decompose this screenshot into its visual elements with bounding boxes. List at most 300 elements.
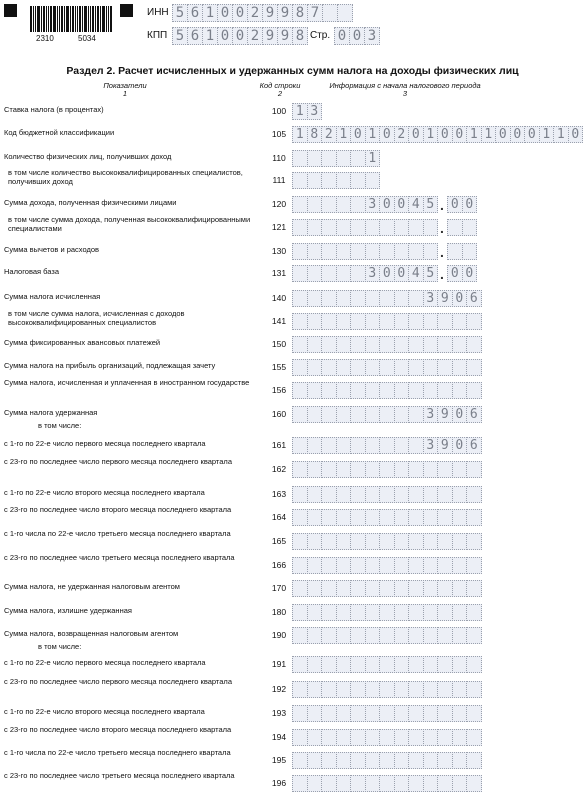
digit-cell[interactable] xyxy=(462,243,478,260)
digit-cell[interactable]: 1 xyxy=(365,150,381,167)
digit-cell[interactable] xyxy=(394,243,410,260)
digit-cell[interactable] xyxy=(394,336,410,353)
digit-cell[interactable] xyxy=(365,172,381,189)
digit-cell[interactable] xyxy=(466,486,482,503)
digit-cell[interactable] xyxy=(466,681,482,698)
digit-cell[interactable] xyxy=(379,705,395,722)
digit-cell[interactable] xyxy=(379,580,395,597)
value-field[interactable] xyxy=(292,219,476,236)
digit-cell[interactable] xyxy=(423,359,439,376)
digit-cell[interactable] xyxy=(350,172,366,189)
digit-cell[interactable]: 0 xyxy=(462,196,478,213)
digit-cell[interactable] xyxy=(321,705,337,722)
digit-cell[interactable] xyxy=(452,313,468,330)
digit-cell[interactable] xyxy=(307,150,323,167)
digit-cell[interactable] xyxy=(452,604,468,621)
value-field[interactable] xyxy=(292,681,481,698)
value-field[interactable] xyxy=(292,313,481,330)
digit-cell[interactable] xyxy=(466,775,482,792)
digit-cell[interactable] xyxy=(394,656,410,673)
value-field[interactable] xyxy=(292,486,481,503)
value-field[interactable] xyxy=(292,509,481,526)
digit-cell[interactable]: 2 xyxy=(394,126,410,143)
digit-cell[interactable] xyxy=(408,359,424,376)
digit-cell[interactable] xyxy=(350,627,366,644)
digit-cell[interactable] xyxy=(307,313,323,330)
value-field[interactable] xyxy=(292,359,481,376)
digit-cell[interactable] xyxy=(379,729,395,746)
digit-cell[interactable] xyxy=(437,359,453,376)
digit-cell[interactable] xyxy=(292,486,308,503)
value-field[interactable] xyxy=(292,775,481,792)
digit-cell[interactable] xyxy=(423,656,439,673)
digit-cell[interactable] xyxy=(336,681,352,698)
digit-cell[interactable] xyxy=(336,729,352,746)
digit-cell[interactable]: 9 xyxy=(262,4,278,22)
digit-cell[interactable] xyxy=(447,243,463,260)
digit-cell[interactable] xyxy=(365,627,381,644)
digit-cell[interactable]: 1 xyxy=(336,126,352,143)
digit-cell[interactable] xyxy=(292,729,308,746)
digit-cell[interactable]: 6 xyxy=(466,406,482,423)
digit-cell[interactable] xyxy=(292,533,308,550)
digit-cell[interactable] xyxy=(307,729,323,746)
digit-cell[interactable] xyxy=(321,533,337,550)
value-field[interactable] xyxy=(292,103,321,120)
digit-cell[interactable] xyxy=(437,382,453,399)
digit-cell[interactable] xyxy=(292,243,308,260)
digit-cell[interactable] xyxy=(452,752,468,769)
digit-cell[interactable] xyxy=(394,461,410,478)
digit-cell[interactable] xyxy=(336,313,352,330)
digit-cell[interactable] xyxy=(350,775,366,792)
digit-cell[interactable] xyxy=(452,486,468,503)
digit-cell[interactable] xyxy=(423,313,439,330)
digit-cell[interactable] xyxy=(466,729,482,746)
page-number-field[interactable] xyxy=(334,27,379,45)
digit-cell[interactable]: 2 xyxy=(247,4,263,22)
digit-cell[interactable] xyxy=(379,486,395,503)
digit-cell[interactable] xyxy=(365,705,381,722)
digit-cell[interactable] xyxy=(423,336,439,353)
digit-cell[interactable] xyxy=(321,604,337,621)
digit-cell[interactable]: 9 xyxy=(277,27,293,45)
digit-cell[interactable] xyxy=(452,461,468,478)
digit-cell[interactable] xyxy=(336,557,352,574)
digit-cell[interactable] xyxy=(321,509,337,526)
digit-cell[interactable] xyxy=(350,382,366,399)
digit-cell[interactable]: 1 xyxy=(292,103,308,120)
inn-field[interactable] xyxy=(172,4,352,22)
digit-cell[interactable] xyxy=(350,219,366,236)
digit-cell[interactable]: 0 xyxy=(217,27,233,45)
digit-cell[interactable] xyxy=(466,580,482,597)
digit-cell[interactable] xyxy=(321,437,337,454)
digit-cell[interactable] xyxy=(452,359,468,376)
digit-cell[interactable] xyxy=(408,336,424,353)
digit-cell[interactable]: 3 xyxy=(365,265,381,282)
digit-cell[interactable] xyxy=(365,656,381,673)
digit-cell[interactable] xyxy=(336,406,352,423)
digit-cell[interactable]: 1 xyxy=(202,27,218,45)
digit-cell[interactable]: 0 xyxy=(379,126,395,143)
digit-cell[interactable] xyxy=(292,557,308,574)
digit-cell[interactable] xyxy=(365,313,381,330)
digit-cell[interactable] xyxy=(423,461,439,478)
digit-cell[interactable] xyxy=(408,509,424,526)
digit-cell[interactable] xyxy=(292,681,308,698)
digit-cell[interactable] xyxy=(462,219,478,236)
digit-cell[interactable] xyxy=(408,437,424,454)
digit-cell[interactable] xyxy=(379,775,395,792)
digit-cell[interactable]: 5 xyxy=(423,196,439,213)
digit-cell[interactable] xyxy=(423,509,439,526)
digit-cell[interactable] xyxy=(437,336,453,353)
digit-cell[interactable] xyxy=(394,604,410,621)
digit-cell[interactable] xyxy=(307,486,323,503)
digit-cell[interactable] xyxy=(423,705,439,722)
digit-cell[interactable] xyxy=(379,359,395,376)
digit-cell[interactable]: 1 xyxy=(292,126,308,143)
digit-cell[interactable] xyxy=(336,752,352,769)
digit-cell[interactable] xyxy=(336,265,352,282)
digit-cell[interactable]: 0 xyxy=(452,437,468,454)
digit-cell[interactable] xyxy=(321,382,337,399)
digit-cell[interactable] xyxy=(365,681,381,698)
digit-cell[interactable] xyxy=(350,681,366,698)
digit-cell[interactable] xyxy=(336,775,352,792)
digit-cell[interactable] xyxy=(394,290,410,307)
value-field[interactable] xyxy=(292,461,481,478)
digit-cell[interactable] xyxy=(466,705,482,722)
digit-cell[interactable] xyxy=(292,604,308,621)
digit-cell[interactable] xyxy=(394,437,410,454)
digit-cell[interactable] xyxy=(321,359,337,376)
value-field[interactable] xyxy=(292,729,481,746)
digit-cell[interactable] xyxy=(379,290,395,307)
digit-cell[interactable] xyxy=(321,729,337,746)
digit-cell[interactable] xyxy=(466,461,482,478)
digit-cell[interactable] xyxy=(408,775,424,792)
digit-cell[interactable] xyxy=(292,656,308,673)
digit-cell[interactable]: 3 xyxy=(307,103,323,120)
digit-cell[interactable] xyxy=(408,461,424,478)
digit-cell[interactable] xyxy=(350,752,366,769)
digit-cell[interactable]: 1 xyxy=(481,126,497,143)
digit-cell[interactable] xyxy=(292,313,308,330)
digit-cell[interactable] xyxy=(321,656,337,673)
digit-cell[interactable] xyxy=(452,705,468,722)
digit-cell[interactable]: 0 xyxy=(394,196,410,213)
digit-cell[interactable] xyxy=(437,313,453,330)
value-field[interactable] xyxy=(292,627,481,644)
digit-cell[interactable] xyxy=(307,406,323,423)
digit-cell[interactable] xyxy=(423,382,439,399)
digit-cell[interactable]: 9 xyxy=(437,437,453,454)
digit-cell[interactable]: 0 xyxy=(379,196,395,213)
digit-cell[interactable] xyxy=(321,627,337,644)
digit-cell[interactable] xyxy=(394,359,410,376)
digit-cell[interactable] xyxy=(350,604,366,621)
digit-cell[interactable] xyxy=(321,461,337,478)
digit-cell[interactable]: 3 xyxy=(423,290,439,307)
digit-cell[interactable] xyxy=(365,336,381,353)
value-field[interactable] xyxy=(292,150,379,167)
digit-cell[interactable] xyxy=(307,265,323,282)
digit-cell[interactable]: 1 xyxy=(466,126,482,143)
digit-cell[interactable] xyxy=(437,604,453,621)
digit-cell[interactable] xyxy=(336,172,352,189)
digit-cell[interactable] xyxy=(307,752,323,769)
digit-cell[interactable] xyxy=(350,359,366,376)
digit-cell[interactable] xyxy=(307,509,323,526)
digit-cell[interactable] xyxy=(292,775,308,792)
digit-cell[interactable] xyxy=(307,382,323,399)
digit-cell[interactable] xyxy=(336,580,352,597)
digit-cell[interactable] xyxy=(394,627,410,644)
digit-cell[interactable] xyxy=(394,705,410,722)
digit-cell[interactable]: 0 xyxy=(524,126,540,143)
digit-cell[interactable] xyxy=(336,243,352,260)
digit-cell[interactable] xyxy=(307,604,323,621)
digit-cell[interactable] xyxy=(408,604,424,621)
value-field[interactable] xyxy=(292,243,476,260)
digit-cell[interactable]: 0 xyxy=(452,126,468,143)
digit-cell[interactable] xyxy=(292,172,308,189)
digit-cell[interactable] xyxy=(350,313,366,330)
digit-cell[interactable] xyxy=(292,290,308,307)
digit-cell[interactable] xyxy=(292,150,308,167)
digit-cell[interactable] xyxy=(321,172,337,189)
value-field[interactable] xyxy=(292,656,481,673)
digit-cell[interactable] xyxy=(336,533,352,550)
digit-cell[interactable] xyxy=(437,627,453,644)
digit-cell[interactable] xyxy=(423,580,439,597)
digit-cell[interactable]: 6 xyxy=(187,4,203,22)
digit-cell[interactable]: 0 xyxy=(349,27,365,45)
digit-cell[interactable] xyxy=(350,265,366,282)
digit-cell[interactable] xyxy=(466,359,482,376)
digit-cell[interactable] xyxy=(408,219,424,236)
digit-cell[interactable]: 0 xyxy=(568,126,584,143)
digit-cell[interactable] xyxy=(365,486,381,503)
digit-cell[interactable] xyxy=(321,580,337,597)
digit-cell[interactable] xyxy=(408,243,424,260)
digit-cell[interactable] xyxy=(379,656,395,673)
digit-cell[interactable] xyxy=(408,656,424,673)
digit-cell[interactable] xyxy=(423,533,439,550)
digit-cell[interactable] xyxy=(408,533,424,550)
value-field[interactable] xyxy=(292,196,476,213)
digit-cell[interactable] xyxy=(321,290,337,307)
digit-cell[interactable]: 5 xyxy=(423,265,439,282)
digit-cell[interactable] xyxy=(292,627,308,644)
digit-cell[interactable] xyxy=(307,172,323,189)
digit-cell[interactable] xyxy=(350,243,366,260)
digit-cell[interactable] xyxy=(408,557,424,574)
digit-cell[interactable] xyxy=(408,705,424,722)
digit-cell[interactable]: 1 xyxy=(202,4,218,22)
digit-cell[interactable] xyxy=(321,557,337,574)
digit-cell[interactable] xyxy=(336,604,352,621)
digit-cell[interactable] xyxy=(379,243,395,260)
digit-cell[interactable] xyxy=(379,461,395,478)
digit-cell[interactable] xyxy=(336,705,352,722)
digit-cell[interactable] xyxy=(365,290,381,307)
digit-cell[interactable]: 0 xyxy=(379,265,395,282)
digit-cell[interactable] xyxy=(336,150,352,167)
value-field[interactable] xyxy=(292,604,481,621)
digit-cell[interactable]: 9 xyxy=(437,290,453,307)
digit-cell[interactable] xyxy=(466,656,482,673)
digit-cell[interactable] xyxy=(379,313,395,330)
digit-cell[interactable]: 3 xyxy=(365,196,381,213)
digit-cell[interactable] xyxy=(336,486,352,503)
digit-cell[interactable] xyxy=(292,219,308,236)
digit-cell[interactable] xyxy=(408,486,424,503)
digit-cell[interactable] xyxy=(466,557,482,574)
digit-cell[interactable] xyxy=(466,627,482,644)
digit-cell[interactable] xyxy=(379,533,395,550)
digit-cell[interactable] xyxy=(437,486,453,503)
digit-cell[interactable] xyxy=(321,219,337,236)
digit-cell[interactable] xyxy=(437,580,453,597)
digit-cell[interactable] xyxy=(423,775,439,792)
digit-cell[interactable] xyxy=(350,150,366,167)
digit-cell[interactable] xyxy=(452,681,468,698)
digit-cell[interactable] xyxy=(394,406,410,423)
digit-cell[interactable] xyxy=(452,382,468,399)
digit-cell[interactable] xyxy=(423,243,439,260)
digit-cell[interactable]: 1 xyxy=(553,126,569,143)
digit-cell[interactable] xyxy=(307,461,323,478)
digit-cell[interactable] xyxy=(365,580,381,597)
digit-cell[interactable] xyxy=(394,681,410,698)
digit-cell[interactable] xyxy=(307,627,323,644)
digit-cell[interactable] xyxy=(336,196,352,213)
digit-cell[interactable] xyxy=(365,752,381,769)
digit-cell[interactable] xyxy=(307,219,323,236)
digit-cell[interactable]: 4 xyxy=(408,265,424,282)
digit-cell[interactable] xyxy=(336,219,352,236)
digit-cell[interactable] xyxy=(437,705,453,722)
digit-cell[interactable] xyxy=(336,382,352,399)
digit-cell[interactable]: 0 xyxy=(452,406,468,423)
digit-cell[interactable]: 1 xyxy=(423,126,439,143)
digit-cell[interactable] xyxy=(307,359,323,376)
digit-cell[interactable] xyxy=(365,557,381,574)
digit-cell[interactable] xyxy=(452,580,468,597)
digit-cell[interactable]: 9 xyxy=(262,27,278,45)
digit-cell[interactable]: 0 xyxy=(334,27,350,45)
digit-cell[interactable] xyxy=(379,382,395,399)
digit-cell[interactable] xyxy=(350,580,366,597)
digit-cell[interactable] xyxy=(336,627,352,644)
digit-cell[interactable] xyxy=(321,265,337,282)
digit-cell[interactable] xyxy=(365,509,381,526)
digit-cell[interactable]: 5 xyxy=(172,27,188,45)
digit-cell[interactable] xyxy=(379,406,395,423)
digit-cell[interactable]: 0 xyxy=(437,126,453,143)
digit-cell[interactable] xyxy=(350,196,366,213)
digit-cell[interactable]: 0 xyxy=(232,4,248,22)
digit-cell[interactable] xyxy=(447,219,463,236)
value-field[interactable] xyxy=(292,580,481,597)
digit-cell[interactable]: 0 xyxy=(447,265,463,282)
digit-cell[interactable] xyxy=(394,752,410,769)
digit-cell[interactable]: 9 xyxy=(277,4,293,22)
digit-cell[interactable] xyxy=(437,557,453,574)
digit-cell[interactable] xyxy=(379,604,395,621)
digit-cell[interactable] xyxy=(307,580,323,597)
digit-cell[interactable] xyxy=(437,461,453,478)
digit-cell[interactable] xyxy=(466,313,482,330)
digit-cell[interactable]: 5 xyxy=(172,4,188,22)
digit-cell[interactable] xyxy=(408,580,424,597)
digit-cell[interactable] xyxy=(466,509,482,526)
digit-cell[interactable] xyxy=(379,557,395,574)
digit-cell[interactable] xyxy=(466,604,482,621)
digit-cell[interactable] xyxy=(321,243,337,260)
digit-cell[interactable] xyxy=(292,752,308,769)
digit-cell[interactable] xyxy=(321,313,337,330)
digit-cell[interactable]: 8 xyxy=(292,27,308,45)
digit-cell[interactable] xyxy=(307,336,323,353)
digit-cell[interactable] xyxy=(423,219,439,236)
digit-cell[interactable] xyxy=(423,752,439,769)
digit-cell[interactable]: 0 xyxy=(452,290,468,307)
digit-cell[interactable] xyxy=(394,219,410,236)
digit-cell[interactable] xyxy=(350,406,366,423)
digit-cell[interactable] xyxy=(365,604,381,621)
digit-cell[interactable] xyxy=(307,656,323,673)
kpp-field[interactable] xyxy=(172,27,307,45)
digit-cell[interactable]: 8 xyxy=(292,4,308,22)
digit-cell[interactable] xyxy=(379,219,395,236)
digit-cell[interactable]: 0 xyxy=(510,126,526,143)
digit-cell[interactable] xyxy=(452,729,468,746)
digit-cell[interactable] xyxy=(394,775,410,792)
digit-cell[interactable] xyxy=(379,437,395,454)
digit-cell[interactable] xyxy=(394,509,410,526)
digit-cell[interactable] xyxy=(350,533,366,550)
digit-cell[interactable] xyxy=(321,752,337,769)
value-field[interactable] xyxy=(292,557,481,574)
value-field[interactable] xyxy=(292,290,481,307)
digit-cell[interactable] xyxy=(379,509,395,526)
digit-cell[interactable] xyxy=(292,461,308,478)
digit-cell[interactable]: 0 xyxy=(447,196,463,213)
digit-cell[interactable] xyxy=(437,729,453,746)
digit-cell[interactable] xyxy=(292,265,308,282)
value-field[interactable] xyxy=(292,752,481,769)
digit-cell[interactable] xyxy=(408,729,424,746)
value-field[interactable] xyxy=(292,382,481,399)
digit-cell[interactable] xyxy=(423,486,439,503)
digit-cell[interactable] xyxy=(292,359,308,376)
digit-cell[interactable] xyxy=(350,336,366,353)
digit-cell[interactable] xyxy=(466,752,482,769)
digit-cell[interactable] xyxy=(452,509,468,526)
digit-cell[interactable]: 8 xyxy=(307,126,323,143)
digit-cell[interactable]: 2 xyxy=(247,27,263,45)
digit-cell[interactable] xyxy=(292,705,308,722)
digit-cell[interactable] xyxy=(437,752,453,769)
digit-cell[interactable]: 6 xyxy=(466,437,482,454)
digit-cell[interactable]: 0 xyxy=(495,126,511,143)
digit-cell[interactable] xyxy=(337,4,353,22)
digit-cell[interactable] xyxy=(321,196,337,213)
